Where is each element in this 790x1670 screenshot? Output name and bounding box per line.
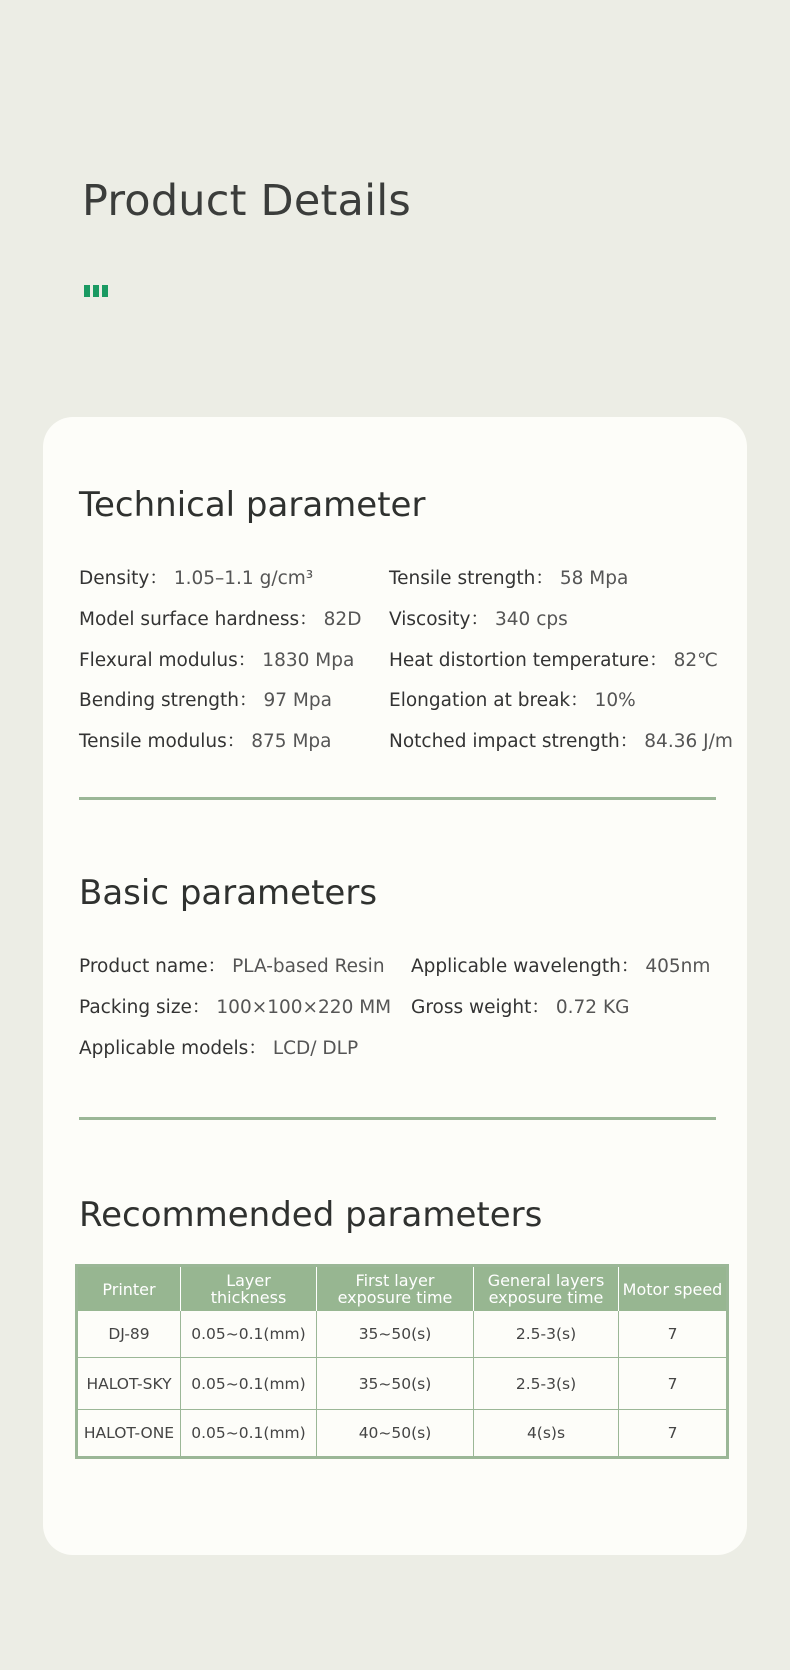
title-accent-mark bbox=[84, 285, 108, 297]
spec-tensile-modulus: Tensile modulus： 875 Mpa bbox=[79, 731, 332, 752]
col-header-motor-speed: Motor speed bbox=[619, 1266, 728, 1312]
cell-printer: HALOT-ONE bbox=[77, 1410, 181, 1458]
col-header-general-layers-exposure: General layers exposure time bbox=[474, 1266, 619, 1312]
parameters-card bbox=[43, 417, 747, 1555]
accent-bar bbox=[93, 285, 99, 297]
cell-layer-thickness: 0.05~0.1(mm) bbox=[181, 1358, 317, 1410]
spec-flexural-modulus: Flexural modulus： 1830 Mpa bbox=[79, 650, 355, 671]
cell-motor-speed: 7 bbox=[619, 1410, 728, 1458]
cell-motor-speed: 7 bbox=[619, 1311, 728, 1358]
col-header-first-layer-exposure: First layer exposure time bbox=[317, 1266, 474, 1312]
spec-heat-distortion: Heat distortion temperature： 82℃ bbox=[389, 650, 718, 671]
spec-notched-impact: Notched impact strength： 84.36 J/m bbox=[389, 731, 733, 752]
cell-first-layer-exposure: 40~50(s) bbox=[317, 1410, 474, 1458]
page-title: Product Details bbox=[82, 176, 412, 226]
cell-first-layer-exposure: 35~50(s) bbox=[317, 1311, 474, 1358]
cell-first-layer-exposure: 35~50(s) bbox=[317, 1358, 474, 1410]
spec-density: Density： 1.05–1.1 g/cm³ bbox=[79, 568, 314, 589]
cell-general-layers-exposure: 4(s)s bbox=[474, 1410, 619, 1458]
recommended-parameters-table bbox=[75, 1264, 729, 1459]
spec-hardness: Model surface hardness： 82D bbox=[79, 609, 362, 630]
cell-general-layers-exposure: 2.5-3(s) bbox=[474, 1311, 619, 1358]
technical-title: Technical parameter bbox=[79, 485, 426, 525]
section-divider bbox=[79, 797, 716, 800]
recommended-title: Recommended parameters bbox=[79, 1195, 543, 1235]
cell-motor-speed: 7 bbox=[619, 1358, 728, 1410]
table-row bbox=[77, 1410, 728, 1458]
basic-gross-weight: Gross weight： 0.72 KG bbox=[411, 997, 630, 1018]
spec-viscosity: Viscosity： 340 cps bbox=[389, 609, 568, 630]
basic-applicable-models: Applicable models： LCD/ DLP bbox=[79, 1038, 359, 1059]
cell-layer-thickness: 0.05~0.1(mm) bbox=[181, 1311, 317, 1358]
cell-printer: HALOT-SKY bbox=[77, 1358, 181, 1410]
col-header-layer-thickness: Layer thickness bbox=[181, 1266, 317, 1312]
spec-elongation: Elongation at break： 10% bbox=[389, 690, 636, 711]
basic-title: Basic parameters bbox=[79, 873, 378, 913]
spec-tensile-strength: Tensile strength： 58 Mpa bbox=[389, 568, 629, 589]
table-row bbox=[77, 1358, 728, 1410]
cell-printer: DJ-89 bbox=[108, 1325, 150, 1343]
accent-bar bbox=[84, 285, 90, 297]
cell-layer-thickness: 0.05~0.1(mm) bbox=[181, 1410, 317, 1458]
basic-packing-size: Packing size： 100×100×220 MM bbox=[79, 997, 392, 1018]
cell-general-layers-exposure: 2.5-3(s) bbox=[474, 1358, 619, 1410]
table-row bbox=[77, 1311, 728, 1358]
col-header-printer: Printer bbox=[77, 1266, 181, 1312]
accent-bar bbox=[102, 285, 108, 297]
spec-bending-strength: Bending strength： 97 Mpa bbox=[79, 690, 332, 711]
section-divider bbox=[79, 1117, 716, 1120]
basic-wavelength: Applicable wavelength： 405nm bbox=[411, 956, 711, 977]
basic-product-name: Product name： PLA-based Resin bbox=[79, 956, 385, 977]
table-header-row bbox=[77, 1266, 728, 1312]
